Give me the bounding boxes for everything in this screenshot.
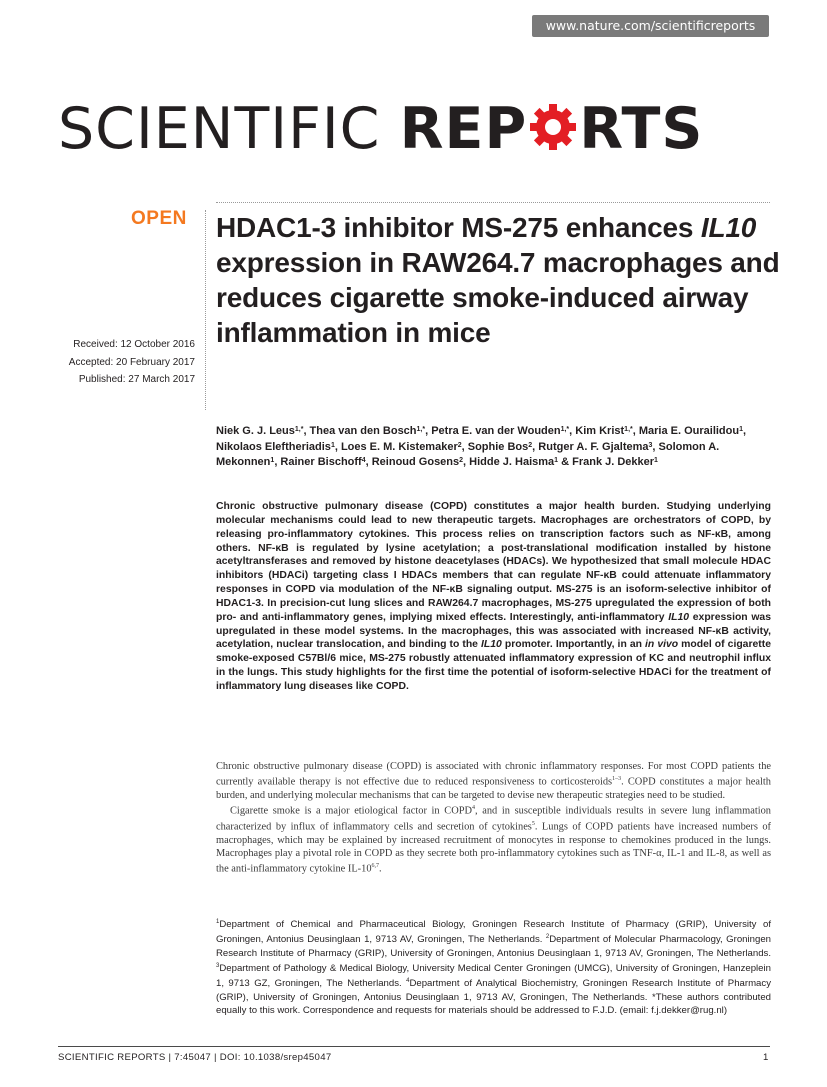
published-date: Published: 27 March 2017 (78, 374, 195, 385)
received-date: Received: 12 October 2016 (73, 339, 195, 350)
affiliations: $^1$Department of Chemical and Pharmaceutical Biology, Groningen Research Institute of Pharmacy (GRIP), University of Groningen, Antonius Deusinglaan 1, 9713 AV, Groningen, The Netherlands. $^2$Department of Molecular Pharmacology, Groningen Research Institute of Pharmacy (GRIP), University of Groningen, Antonius Deusinglaan 1, 9713 AV, Groningen, The Netherlands. $^3$Department of Pathology & Medical Biology, University Medical Center Groningen (UMCG), University of Groningen, Hanzeplein 1, 9713 GZ, Groningen, The Netherlands. $^4$Department of Analytical Biochemistry, Groningen Research Institute of Pharmacy (GRIP), University of Groningen, Antonius Deusinglaan 1, 9713 AV, Groningen, The Netherlands. *These authors contributed equally to this work. Correspondence and requests for materials should be addressed to F.J.D. (email: f.j.dekker@rug.nl) (216, 919, 771, 1016)
journal-url[interactable]: www.nature.com/scientificreports (532, 15, 769, 37)
page-number: 1 (763, 1052, 769, 1063)
body-text (216, 760, 771, 876)
abstract-text-4: model of cigarette smoke-exposed C57Bl/6 mice, MS-275 robustly attenuated inflammatory expression of KC and neutrophil influx in the lungs. This study highlights for the first time the potential of isoform-selective HDACi for the treatment of inflammatory lung diseases like COPD. (216, 639, 771, 692)
abstract-text-1: Chronic obstructive pulmonary disease (COPD) constitutes a major health burden. Studying underlying molecular mechanisms could lead to new therapeutic targets. Macrophages are orchestrators of COPD, by releasing pro-inflammatory cytokines. This process relies on transcription factors such as NF-κB, among others. NF-κB is regulated by lysine acetylation; a post-translational modification installed by histone acetyltransferases and removed by histone deacetylases (HDACs). We hypothesized that small molecule HDAC inhibitors (HDACi) targeting class I HDACs members that can regulate NF-κB could attenuate inflammatory responses in COPD via modulation of the NF-κB signaling output. MS-275 is an isoform-selective inhibitor of HDAC1-3. In precision-cut lung slices and RAW264.7 macrophages, MS-275 upregulated the expression of both pro- and anti-inflammatory genes, implying mixed effects. Interestingly, anti-inflammatory (216, 501, 771, 623)
title-italic: IL10 (700, 212, 757, 243)
masthead-scientific: SCIENTIFIC (58, 96, 381, 162)
vertical-divider (205, 210, 206, 410)
masthead-rep: REP (399, 96, 528, 162)
body-paragraph-1: Chronic obstructive pulmonary disease (COPD) is associated with chronic inflammatory responses. For most COPD patients the currently available therapy is not effective due to reduced responsiveness to corticosteroids$^{1-3}$. COPD constitutes a major health burden, and underlying molecular mechanisms that can be targeted to devise new therapeutic strategies need to be studied. (216, 761, 772, 802)
footer-citation: SCIENTIFIC REPORTS | 7:45047 | DOI: 10.1038/srep45047 (58, 1052, 332, 1063)
abstract (216, 500, 771, 694)
journal-masthead (58, 96, 703, 162)
title-part-2: expression in RAW264.7 macrophages and reduces cigarette smoke-induced airway inflammation in mice (216, 247, 780, 348)
abstract-italic-3: in vivo (645, 639, 679, 651)
accepted-date: Accepted: 20 February 2017 (68, 356, 195, 368)
footer-divider (58, 1046, 770, 1047)
masthead-rts: RTS (579, 96, 704, 162)
abstract-text-2: expression was upregulated in these model systems. In the macrophages, this was associated with increased NF-κB activity, acetylation, nuclear translocation, and binding to the (216, 611, 771, 651)
body-paragraph-2: Cigarette smoke is a major etiological factor in COPD$^4$, and in susceptible individuals results in severe lung inflammation characterized by influx of inflammatory cells and secretion of cytokines$^5$. Lungs of COPD patients have increased numbers of macrophages, which may be explained by increased recruitment of monocytes in response to chemokines produced in the lungs. Macrophages play a pivotal role in COPD as they secrete both pro-inflammatory cytokines such as TNF-α, IL-1 and IL-8, as well as the anti-inflammatory cytokine IL-10$^{6,7}$. (216, 805, 771, 875)
abstract-italic-1: IL10 (668, 611, 690, 623)
article-dates (69, 336, 195, 389)
gear-logo-icon (528, 96, 578, 156)
article-title (216, 210, 796, 350)
open-access-badge: OPEN (131, 208, 187, 229)
title-part-1: HDAC1-3 inhibitor MS-275 enhances (216, 212, 701, 243)
author-list: Niek G. J. Leus$^{1,*}$, Thea van den Bosch$^{1,*}$, Petra E. van der Wouden$^{1,*}$, Kim Krist$^{1,*}$, Maria E. Ourailidou$^1$, Nikolaos Eleftheriadis$^1$, Loes E. M. Kistemaker$^2$, Sophie Bos$^2$, Rutger A. F. Gjaltema$^3$, Solomon A. Mekonnen$^1$, Rainer Bischoff$^4$, Reinoud Gosens$^2$, Hidde J. Haisma$^1$ & Frank J. Dekker$^1$ (216, 425, 747, 468)
correspondence-email[interactable]: f.j.dekker@rug.nl (651, 1004, 724, 1016)
abstract-italic-2: IL10 (481, 639, 502, 651)
abstract-text-3: promoter. Importantly, in an (501, 639, 646, 651)
header-divider (216, 202, 770, 203)
